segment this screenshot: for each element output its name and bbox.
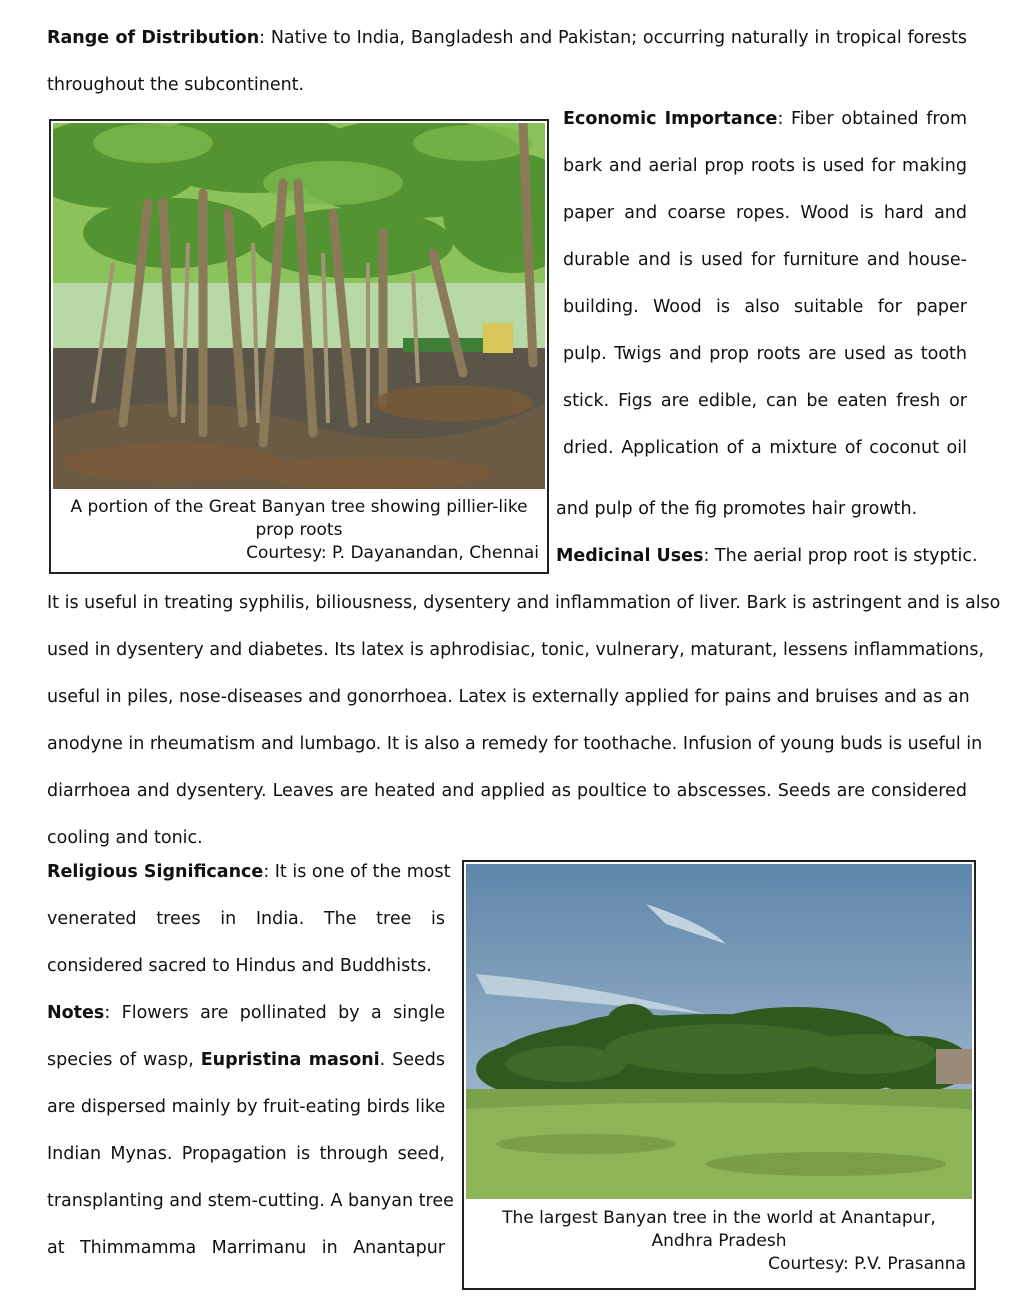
- medicinal-line-2: used in dysentery and diabetes. Its latex is aphrodisiac, tonic, vulnerary, maturant, lessens inflammations,: [47, 640, 985, 660]
- figure2-caption: The largest Banyan tree in the world at Anantapur, Andhra Pradesh: [502, 1208, 936, 1251]
- figure-largest-banyan: [462, 860, 976, 1290]
- medicinal-heading: Medicinal Uses: [556, 546, 704, 566]
- figure-great-banyan: [49, 119, 549, 574]
- religious-heading: Religious Significance: [47, 862, 264, 882]
- notes-line-6: at Thimmamma Marrimanu in Anantapur: [47, 1238, 445, 1258]
- economic-line-2: bark and aerial prop roots is used for making: [563, 156, 967, 176]
- figure2-courtesy: Courtesy: P.V. Prasanna: [768, 1254, 966, 1274]
- notes-line-1: : Flowers are pollinated by a single: [104, 1003, 445, 1023]
- economic-line-1: : Fiber obtained from: [777, 109, 967, 129]
- economic-line-3: paper and coarse ropes. Wood is hard and: [563, 203, 967, 223]
- medicinal-line-6: cooling and tonic.: [47, 828, 203, 848]
- economic-line-9: and pulp of the fig promotes hair growth.: [556, 499, 918, 519]
- economic-line-8: dried. Application of a mixture of coconut oil: [563, 438, 967, 458]
- figure1-caption: A portion of the Great Banyan tree showing pillier-like prop roots: [70, 497, 528, 540]
- religious-line-1: : It is one of the most: [263, 862, 451, 882]
- economic-heading: Economic Importance: [563, 109, 778, 129]
- notes-line-2-pre: species of wasp,: [47, 1050, 201, 1070]
- notes-paragraph: [47, 1003, 454, 1285]
- great-banyan-image: [53, 123, 545, 489]
- religious-paragraph: [47, 862, 451, 1003]
- economic-line-4: durable and is used for furniture and house-: [563, 250, 967, 270]
- range-line-1: : Native to India, Bangladesh and Pakistan; occurring naturally in tropical forests: [259, 28, 967, 48]
- notes-line-2-post: . Seeds: [379, 1050, 445, 1070]
- economic-line-6: pulp. Twigs and prop roots are used as tooth: [563, 344, 967, 364]
- wasp-species-name: Eupristina masoni: [200, 1050, 380, 1070]
- figure1-courtesy: Courtesy: P. Dayanandan, Chennai: [246, 543, 539, 563]
- great-banyan-photo: [53, 123, 545, 489]
- notes-heading: Notes: [47, 1003, 105, 1023]
- medicinal-line-4: anodyne in rheumatism and lumbago. It is also a remedy for toothache. Infusion of young buds is useful in: [47, 734, 983, 754]
- economic-paragraph: [563, 109, 967, 485]
- medicinal-paragraph: [47, 580, 1001, 862]
- economic-line-7: stick. Figs are edible, can be eaten fresh or: [563, 391, 967, 411]
- medicinal-first-line: Medicinal Uses: The aerial prop root is styptic.: [556, 546, 978, 566]
- religious-line-2: venerated trees in India. The tree is: [47, 909, 445, 929]
- range-paragraph: [47, 15, 967, 109]
- medicinal-line-1: It is useful in treating syphilis, biliousness, dysentery and inflammation of liver. Bark is astringent and is also: [47, 593, 1001, 613]
- medicinal-line-5: diarrhoea and dysentery. Leaves are heated and applied as poultice to abscesses. Seeds are considered: [47, 781, 967, 801]
- notes-line-4: Indian Mynas. Propagation is through seed,: [47, 1144, 445, 1164]
- range-heading: Range of Distribution: [47, 28, 260, 48]
- notes-line-5: transplanting and stem-cutting. A banyan tree: [47, 1191, 454, 1211]
- medicinal-line-3: useful in piles, nose-diseases and gonorrhoea. Latex is externally applied for pains and bruises and as an: [47, 687, 970, 707]
- largest-banyan-image: [466, 864, 972, 1199]
- largest-banyan-photo: [466, 864, 972, 1199]
- religious-line-3: considered sacred to Hindus and Buddhists.: [47, 956, 432, 976]
- economic-line-5: building. Wood is also suitable for paper: [563, 297, 967, 317]
- range-line-2: throughout the subcontinent.: [47, 75, 305, 95]
- notes-line-3: are dispersed mainly by fruit-eating birds like: [47, 1097, 446, 1117]
